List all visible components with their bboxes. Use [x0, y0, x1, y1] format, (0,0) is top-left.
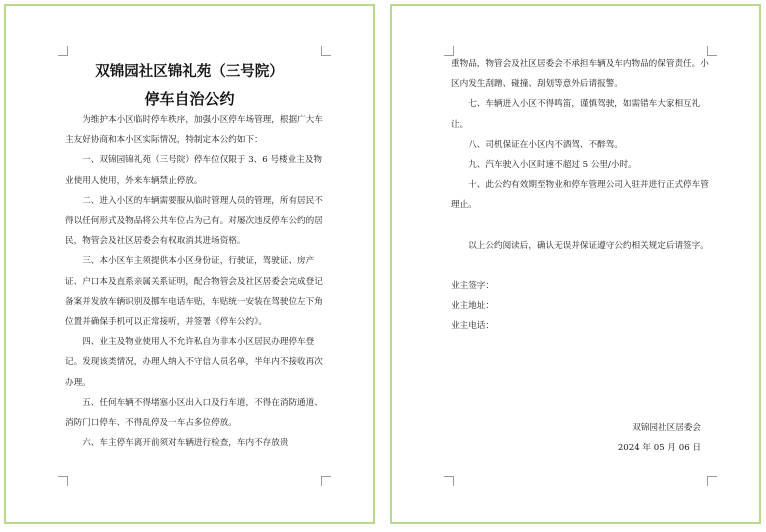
clause-5: 五、任何车辆不得堵塞小区出入口及行车道，不得在消防通道、消防门口停车、不得乱停及一车占多位停放。 — [65, 397, 323, 429]
document-subtitle: 停车自治公约 — [144, 90, 235, 108]
clause-1: 一、双锦园锦礼苑（三号院）停车位仅限于 3、6 号楼业主及物业使用人使用，外来车辆禁止停放。 — [65, 155, 323, 186]
issue-date: 2024 年 05 月 06 日 — [617, 443, 701, 454]
issuer-block — [451, 418, 701, 458]
owner-signature-field: 业主签字： — [451, 280, 494, 291]
intro-paragraph: 为维护本小区临时停车秩序，加强小区停车场管理，根据广大车主友好协商和本小区实际情况，特制定本公约如下： — [65, 115, 323, 146]
owner-phone-field: 业主电话： — [451, 321, 494, 332]
margin-corner-mark — [707, 476, 717, 486]
page-2-body — [451, 54, 713, 336]
clause-4: 四、业主及物业使用人不允许私自为非本小区居民办理停车登记。发现该类情况，办理人纳入不守信人员名单，半年内不接收再次办理。 — [65, 337, 323, 388]
clause-7: 七、车辆进入小区不得鸣笛，谨慎驾驶，如需错车大家相互礼让。 — [451, 99, 701, 130]
margin-corner-mark — [58, 476, 68, 486]
clause-6-start: 六、车主停车离开前须对车辆进行检查，车内不存放贵 — [82, 438, 289, 449]
margin-corner-mark — [58, 46, 68, 56]
clause-3: 三、本小区车主须提供本小区身份证，行驶证，驾驶证、房产证、户口本及直系亲属关系证明，配合物管会及社区居委会完成登记备案并发放车辆识别及挪车电话车贴，车贴统一安装在驾驶位左下角位置并确保手机可以正常接听，并签署《停车公约》。 — [65, 256, 323, 328]
page-1-body — [65, 110, 327, 453]
margin-corner-mark — [444, 476, 454, 486]
document-page-2 — [390, 4, 761, 524]
confirmation-paragraph: 以上公约阅读后，确认无误并保证遵守公约相关规定后请签字。 — [468, 240, 709, 251]
document-page-1 — [4, 4, 375, 524]
margin-corner-mark — [321, 476, 331, 486]
owner-address-field: 业主地址： — [451, 301, 494, 312]
clause-10: 十、此公约有效期至物业和停车管理公司入驻并进行正式停车管理止。 — [451, 180, 709, 211]
clause-8: 八、司机保证在小区内不酒驾、不醉驾。 — [468, 139, 623, 150]
clause-2: 二、进入小区的车辆需要服从临时管理人员的管理，所有居民不得以任何形式及物品将公共车位占为己有。对屡次违反停车公约的居民，物管会及社区居委会有权取消其进场资格。 — [65, 195, 323, 247]
document-title: 双锦园社区锦礼苑（三号院） — [95, 63, 284, 80]
margin-corner-mark — [321, 46, 331, 56]
clause-9: 九、汽车驶入小区时速不超过 5 公里/小时。 — [468, 160, 637, 171]
clause-6-continued: 重物品，物管会及社区居委会不承担车辆及车内物品的保管责任。小区内发生刮蹭、碰撞、刮划等意外后请报警。 — [451, 59, 709, 90]
issuer-name: 双锦园社区居委会 — [632, 423, 701, 433]
